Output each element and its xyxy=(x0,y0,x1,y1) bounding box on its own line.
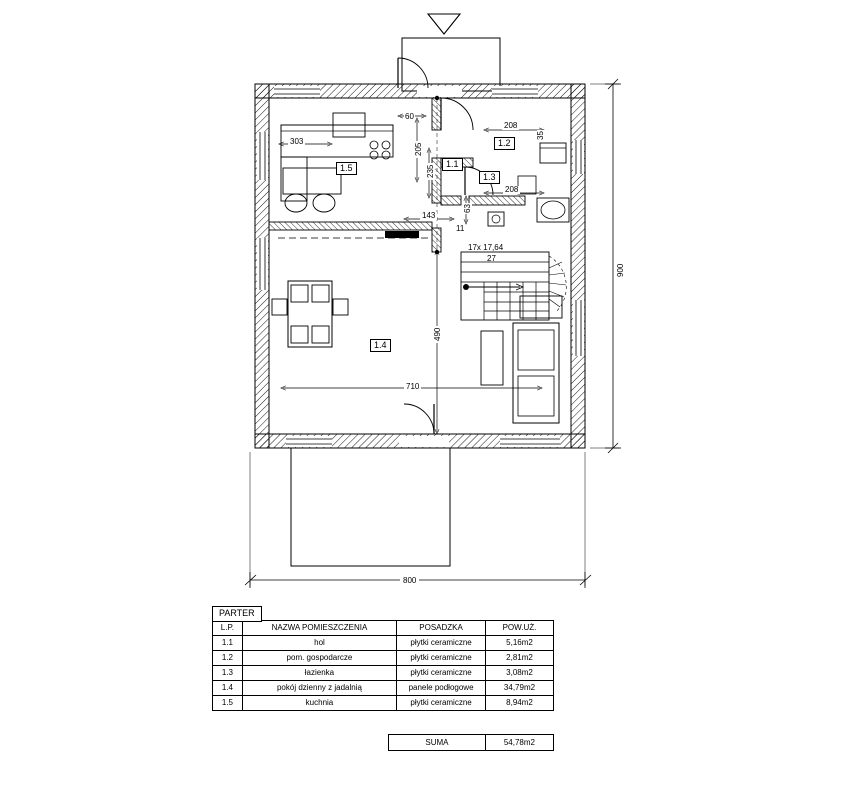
cell-lp: 1.4 xyxy=(213,681,243,696)
cell-floor: płytki ceramiczne xyxy=(397,636,486,651)
table-row xyxy=(213,666,554,681)
cell-name: łazienka xyxy=(242,666,396,681)
rooms-table xyxy=(212,620,554,711)
stair-tread-label: 27 xyxy=(487,254,496,263)
cell-floor: płytki ceramiczne xyxy=(397,666,486,681)
column-header-name: NAZWA POMIESZCZENIA xyxy=(242,621,396,636)
cell-name: kuchnia xyxy=(242,696,396,711)
room-tag-1-5: 1.5 xyxy=(336,162,357,175)
dimension-710: 710 xyxy=(406,382,420,391)
dimension-208-top: 208 xyxy=(504,121,518,130)
column-header-floor: POSADZKA xyxy=(397,621,486,636)
stair-rise-label: 17x 17,64 xyxy=(468,243,504,252)
cell-area: 34,79m2 xyxy=(485,681,553,696)
cell-area: 2,81m2 xyxy=(485,651,553,666)
table-row xyxy=(213,636,554,651)
summary-label: SUMA xyxy=(389,735,486,751)
parter-label: PARTER xyxy=(212,606,262,622)
dimension-35: 35 xyxy=(536,131,545,140)
dimension-205: 205 xyxy=(414,142,423,156)
dimension-900: 900 xyxy=(617,261,625,280)
table-row xyxy=(213,651,554,666)
room-tag-1-2: 1.2 xyxy=(494,137,515,150)
dimension-63: 63 xyxy=(463,204,472,213)
cell-lp: 1.2 xyxy=(213,651,243,666)
room-tag-1-1: 1.1 xyxy=(442,158,463,171)
cell-name: pom. gospodarcze xyxy=(242,651,396,666)
room-tag-1-3: 1.3 xyxy=(479,171,500,184)
table-row xyxy=(213,696,554,711)
dimension-11: 11 xyxy=(456,224,465,233)
summary-row xyxy=(389,735,554,751)
dimension-143: 143 xyxy=(422,211,436,220)
dimension-490: 490 xyxy=(433,327,442,341)
table-header-row xyxy=(213,621,554,636)
summary-value: 54,78m2 xyxy=(485,735,553,751)
dimension-235: 235 xyxy=(426,164,435,178)
dimension-208-bottom: 208 xyxy=(505,185,519,194)
cell-name: hol xyxy=(242,636,396,651)
dimension-60: 60 xyxy=(405,112,414,121)
dimension-303: 303 xyxy=(290,137,304,146)
cell-lp: 1.3 xyxy=(213,666,243,681)
room-tag-1-4: 1.4 xyxy=(370,339,391,352)
cell-floor: płytki ceramiczne xyxy=(397,651,486,666)
cell-area: 3,08m2 xyxy=(485,666,553,681)
cell-name: pokój dzienny z jadalnią xyxy=(242,681,396,696)
summary-table xyxy=(388,734,554,751)
column-header-lp: L.P. xyxy=(213,621,243,636)
dimension-800: 800 xyxy=(400,577,419,585)
cell-lp: 1.5 xyxy=(213,696,243,711)
cell-lp: 1.1 xyxy=(213,636,243,651)
cell-area: 5,16m2 xyxy=(485,636,553,651)
table-row xyxy=(213,681,554,696)
cell-floor: panele podłogowe xyxy=(397,681,486,696)
cell-floor: płytki ceramiczne xyxy=(397,696,486,711)
column-header-area: POW.UŻ. xyxy=(485,621,553,636)
cell-area: 8,94m2 xyxy=(485,696,553,711)
